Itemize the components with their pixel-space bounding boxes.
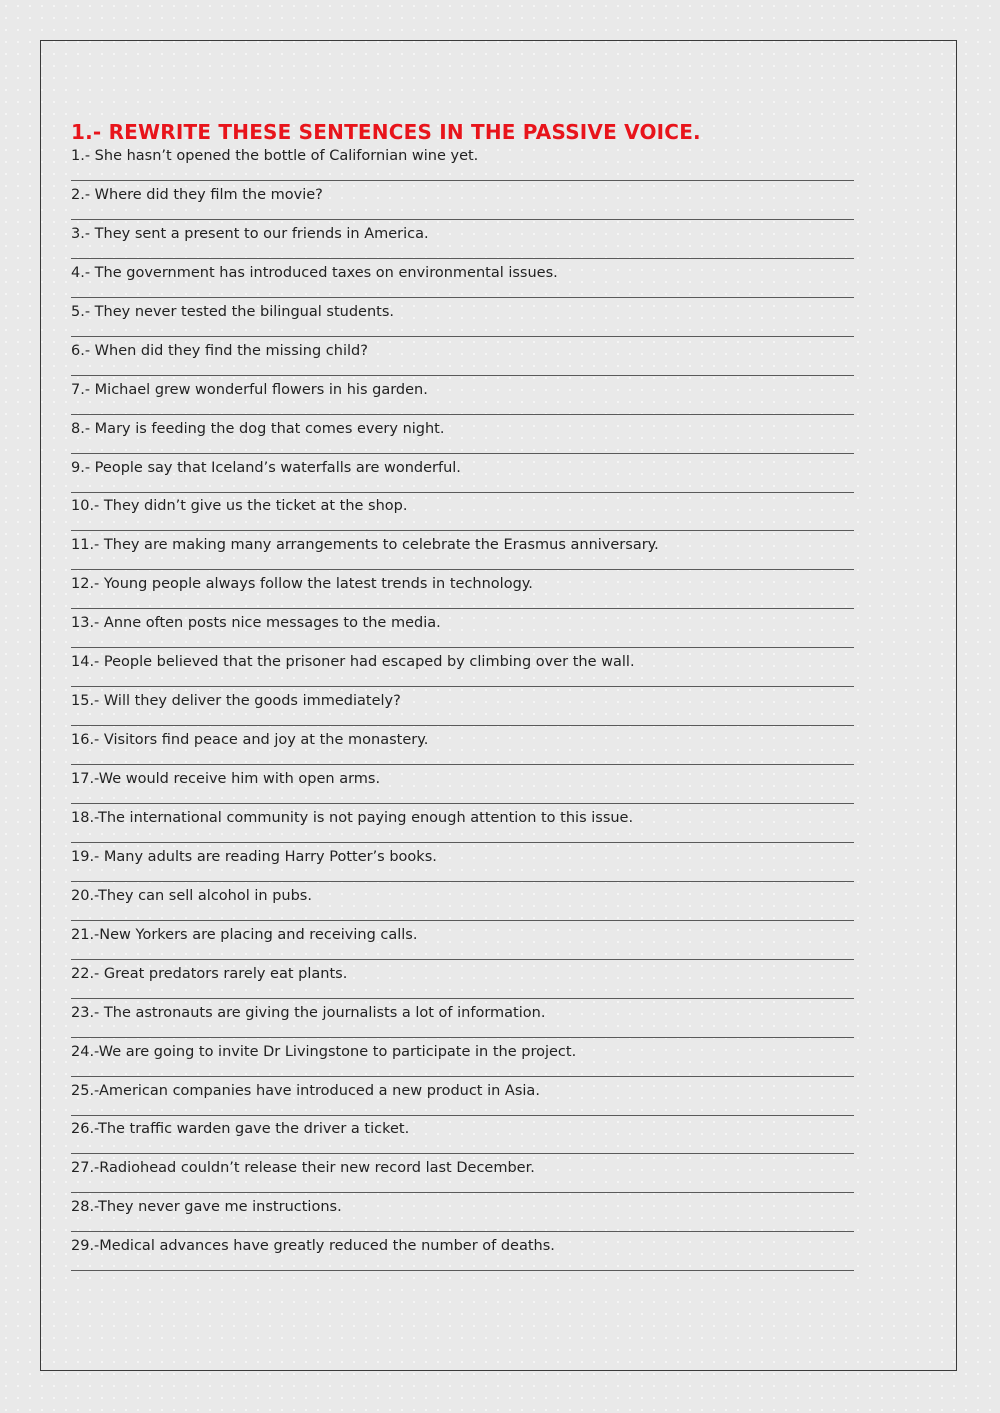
answer-line[interactable] xyxy=(71,1270,854,1271)
sentence-item xyxy=(71,338,854,377)
sentence-item xyxy=(71,883,854,922)
sentence-text: 25.-American companies have introduced a new product in Asia. xyxy=(71,1082,540,1099)
sentence-text: 21.-New Yorkers are placing and receiving calls. xyxy=(71,926,418,943)
answer-line[interactable] xyxy=(71,647,854,648)
answer-line[interactable] xyxy=(71,725,854,726)
answer-line[interactable] xyxy=(71,920,854,921)
sentence-text: 16.- Visitors find peace and joy at the monastery. xyxy=(71,732,429,749)
answer-line[interactable] xyxy=(71,336,854,337)
sentence-text: 4.- The government has introduced taxes on environmental issues. xyxy=(71,264,558,281)
sentence-text: 11.- They are making many arrangements to celebrate the Erasmus anniversary. xyxy=(71,537,659,554)
answer-line[interactable] xyxy=(71,258,854,259)
answer-line[interactable] xyxy=(71,764,854,765)
answer-line[interactable] xyxy=(71,881,854,882)
sentence-text: 27.-Radiohead couldn’t release their new record last December. xyxy=(71,1160,535,1177)
sentence-item xyxy=(71,688,854,727)
answer-line[interactable] xyxy=(71,530,854,531)
sentence-item xyxy=(71,1000,854,1039)
sentence-item xyxy=(71,1039,854,1078)
sentence-item xyxy=(71,805,854,844)
sentence-text: 7.- Michael grew wonderful flowers in his garden. xyxy=(71,381,428,398)
sentence-text: 8.- Mary is feeding the dog that comes every night. xyxy=(71,420,445,437)
answer-line[interactable] xyxy=(71,1076,854,1077)
sentence-item xyxy=(71,727,854,766)
answer-line[interactable] xyxy=(71,492,854,493)
answer-line[interactable] xyxy=(71,1037,854,1038)
sentence-item xyxy=(71,649,854,688)
sentence-text: 18.-The international community is not paying enough attention to this issue. xyxy=(71,809,634,826)
answer-line[interactable] xyxy=(71,608,854,609)
sentence-list xyxy=(71,143,854,1272)
answer-line[interactable] xyxy=(71,842,854,843)
sentence-item xyxy=(71,571,854,610)
sentence-text: 6.- When did they find the missing child? xyxy=(71,342,368,359)
sentence-text: 12.- Young people always follow the latest trends in technology. xyxy=(71,576,533,593)
sentence-item xyxy=(71,532,854,571)
answer-line[interactable] xyxy=(71,803,854,804)
answer-line[interactable] xyxy=(71,219,854,220)
sentence-text: 20.-They can sell alcohol in pubs. xyxy=(71,887,312,904)
sentence-item xyxy=(71,221,854,260)
answer-line[interactable] xyxy=(71,686,854,687)
exercise-title: 1.- REWRITE THESE SENTENCES IN THE PASSIVE VOICE. xyxy=(71,120,701,144)
sentence-item xyxy=(71,961,854,1000)
sentence-item xyxy=(71,377,854,416)
sentence-item xyxy=(71,1233,854,1272)
sentence-item xyxy=(71,299,854,338)
sentence-item xyxy=(71,844,854,883)
sentence-text: 23.- The astronauts are giving the journalists a lot of information. xyxy=(71,1004,546,1021)
answer-line[interactable] xyxy=(71,375,854,376)
sentence-text: 3.- They sent a present to our friends in America. xyxy=(71,225,429,242)
answer-line[interactable] xyxy=(71,959,854,960)
sentence-item xyxy=(71,416,854,455)
answer-line[interactable] xyxy=(71,414,854,415)
sentence-item xyxy=(71,260,854,299)
answer-line[interactable] xyxy=(71,453,854,454)
sentence-text: 14.- People believed that the prisoner had escaped by climbing over the wall. xyxy=(71,654,635,671)
sentence-text: 1.- She hasn’t opened the bottle of Californian wine yet. xyxy=(71,148,479,164)
sentence-text: 29.-Medical advances have greatly reduced the number of deaths. xyxy=(71,1238,555,1255)
sentence-text: 26.-The traffic warden gave the driver a ticket. xyxy=(71,1121,410,1138)
sentence-text: 5.- They never tested the bilingual students. xyxy=(71,303,394,320)
sentence-text: 19.- Many adults are reading Harry Potter’s books. xyxy=(71,848,437,865)
sentence-item xyxy=(71,922,854,961)
sentence-item xyxy=(71,143,854,182)
answer-line[interactable] xyxy=(71,297,854,298)
sentence-text: 17.-We would receive him with open arms. xyxy=(71,771,381,787)
sentence-text: 28.-They never gave me instructions. xyxy=(71,1199,342,1216)
sentence-item xyxy=(71,766,854,805)
sentence-item xyxy=(71,493,854,532)
sentence-item xyxy=(71,1155,854,1194)
sentence-item xyxy=(71,610,854,649)
sentence-text: 22.- Great predators rarely eat plants. xyxy=(71,965,348,982)
answer-line[interactable] xyxy=(71,1192,854,1193)
sentence-item xyxy=(71,1194,854,1233)
sentence-text: 24.-We are going to invite Dr Livingstone to participate in the project. xyxy=(71,1043,577,1060)
sentence-text: 9.- People say that Iceland’s waterfalls are wonderful. xyxy=(71,459,461,476)
answer-line[interactable] xyxy=(71,180,854,181)
sentence-text: 2.- Where did they film the movie? xyxy=(71,186,323,203)
answer-line[interactable] xyxy=(71,1231,854,1232)
sentence-item xyxy=(71,1078,854,1117)
answer-line[interactable] xyxy=(71,1115,854,1116)
sentence-item xyxy=(71,182,854,221)
sentence-item xyxy=(71,455,854,494)
answer-line[interactable] xyxy=(71,998,854,999)
answer-line[interactable] xyxy=(71,1153,854,1154)
sentence-text: 15.- Will they deliver the goods immediately? xyxy=(71,693,401,710)
answer-line[interactable] xyxy=(71,569,854,570)
sentence-text: 10.- They didn’t give us the ticket at the shop. xyxy=(71,498,408,515)
sentence-item xyxy=(71,1116,854,1155)
sentence-text: 13.- Anne often posts nice messages to the media. xyxy=(71,615,441,632)
